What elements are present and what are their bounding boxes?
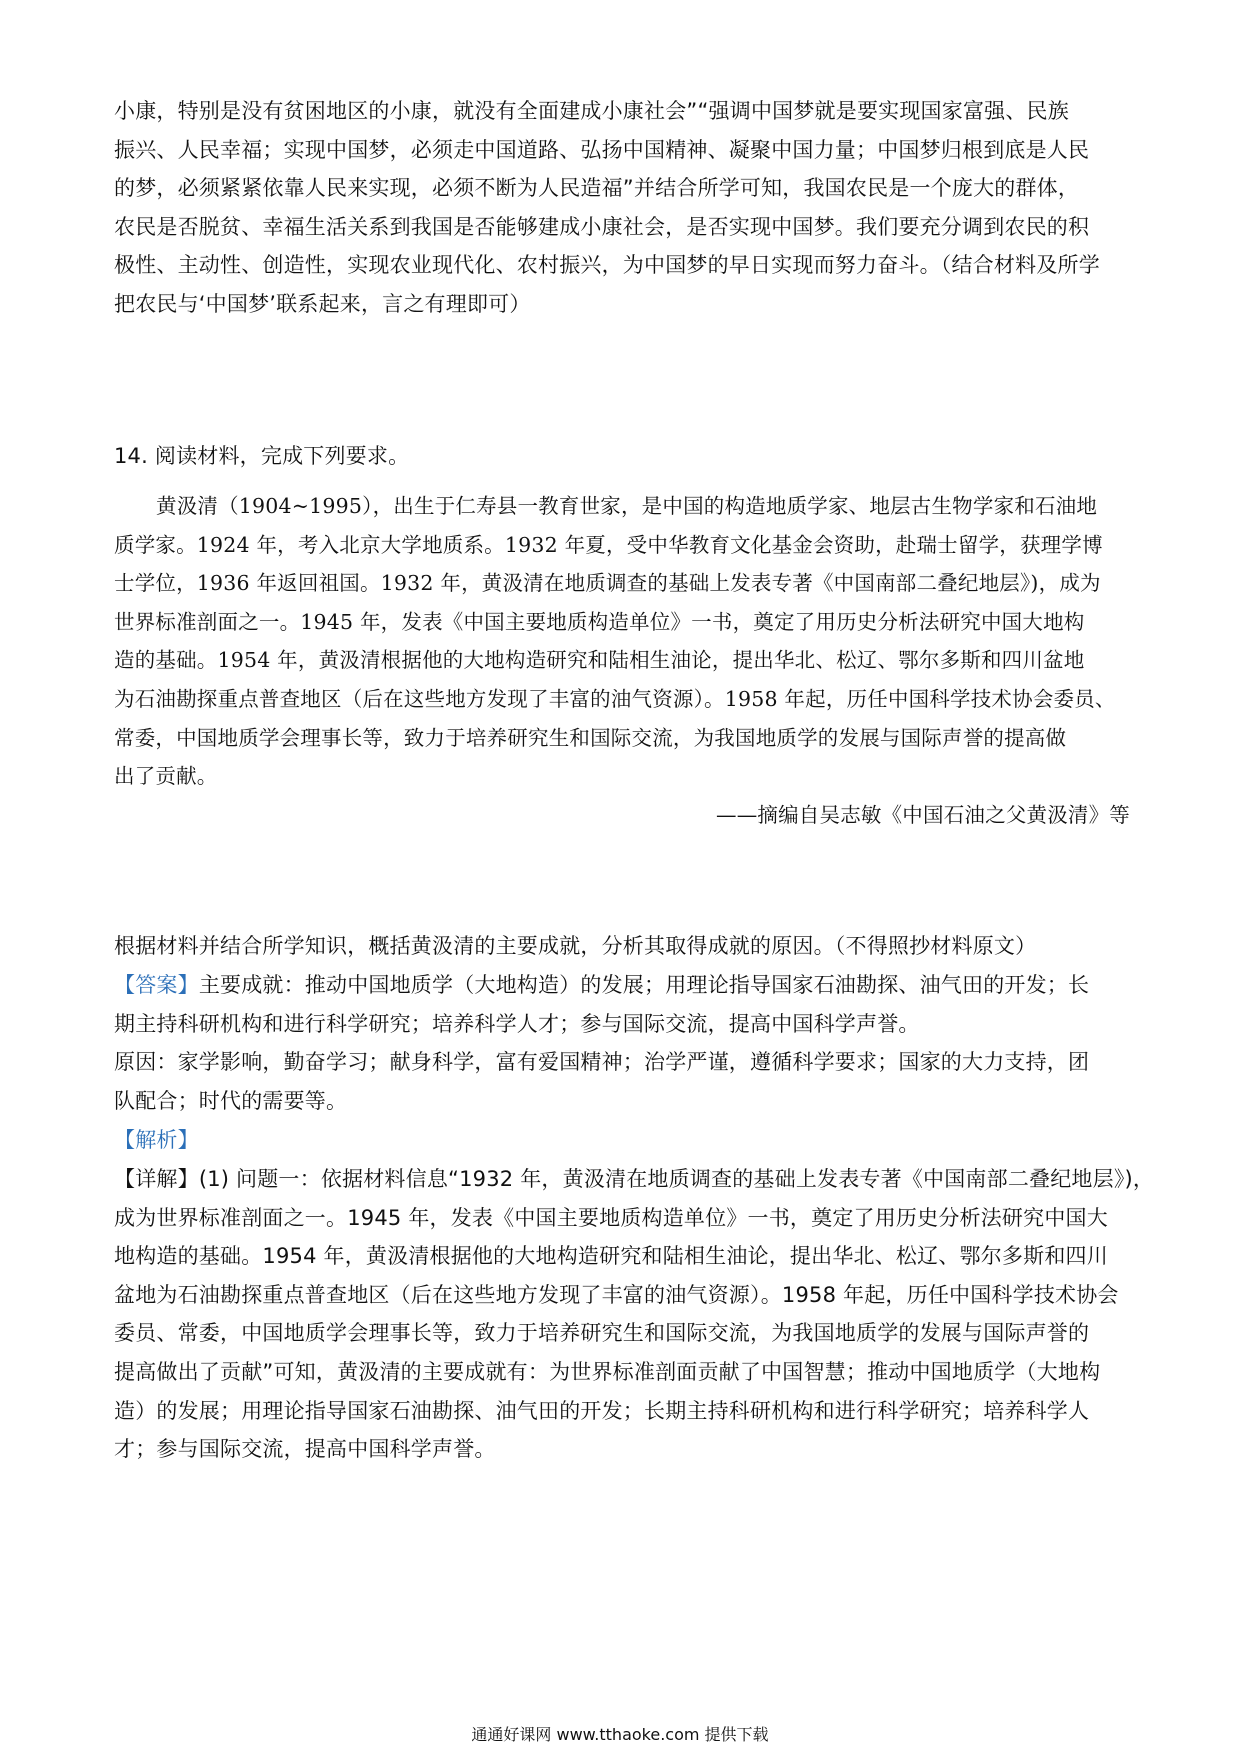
question-header: 14. 阅读材料，完成下列要求。 [114, 444, 410, 468]
detail-line: 造）的发展；用理论指导国家石油勘探、油气田的开发；长期主持科研机构和进行科学研究；培养科学人 [114, 1398, 1090, 1423]
text-line: 小康，特别是没有贫困地区的小康，就没有全面建成小康社会”“强调中国梦就是要实现国家富强、民族 [114, 99, 1069, 123]
material-line: 士学位，1936 年返回祖国。1932 年，黄汲清在地质调查的基础上发表专著《中国南部二叠纪地层》)，成为 [114, 571, 1101, 596]
answer-line: 队配合；时代的需要等。 [114, 1088, 348, 1113]
detail-line: 盆地为石油勘探重点普查地区（后在这些地方发现了丰富的油气资源）。1958 年起，历任中国科学技术协会 [114, 1282, 1119, 1307]
detail-section [114, 1160, 1155, 1469]
analysis-section [114, 1121, 1130, 1160]
analysis-line [114, 1121, 1130, 1160]
page-footer: 通通好课网 www.tthaoke.com 提供下载 [471, 1725, 769, 1744]
material-line: 造的基础。1954 年，黄汲清根据他的大地构造研究和陆相生油论，提出华北、松辽、鄂尔多斯和四川盆地 [114, 648, 1085, 673]
text-line: 把农民与‘中国梦’联系起来，言之有理即可） [114, 291, 531, 316]
text-line: 振兴、人民幸福；实现中国梦，必须走中国道路、弘扬中国精神、凝聚中国力量；中国梦归根到底是人民 [114, 137, 1090, 162]
material-line: 常委，中国地质学会理事长等，致力于培养研究生和国际交流，为我国地质学的发展与国际声誉的提高做 [114, 725, 1067, 750]
question-14 [114, 437, 1130, 476]
detail-line [114, 1160, 1155, 1199]
prompt-line: 根据材料并结合所学知识，概括黄汲清的主要成就，分析其取得成就的原因。（不得照抄材料原文） [114, 934, 1037, 958]
text-line: 的梦，必须紧紧依靠人民来实现，必须不断为人民造福”并结合所学可知，我国农民是一个庞大的群体， [114, 176, 1080, 201]
answer-line [114, 966, 1130, 1005]
detail-line: 成为世界标准剖面之一。1945 年，发表《中国主要地质构造单位》一书，奠定了用历史分析法研究中国大 [114, 1205, 1108, 1230]
answer-tag: 【答案】 [114, 973, 199, 997]
text-line: 极性、主动性、创造性，实现农业现代化、农村振兴，为中国梦的早日实现而努力奋斗。（结合材料及所学 [114, 253, 1100, 278]
detail-line: 委员、常委，中国地质学会理事长等，致力于培养研究生和国际交流，为我国地质学的发展与国际声誉的 [114, 1321, 1090, 1346]
detail-line: 提高做出了贡献”可知，黄汲清的主要成就有：为世界标准剖面贡献了中国智慧；推动中国地质学（大地构 [114, 1359, 1101, 1384]
detail-line: 才；参与国际交流，提高中国科学声誉。 [114, 1437, 496, 1462]
answer-section [114, 966, 1130, 1120]
detail-tag: 【详解】 [114, 1167, 199, 1191]
text-line: 农民是否脱贫、幸福生活关系到我国是否能够建成小康社会，是否实现中国梦。我们要充分调到农民的积 [114, 214, 1090, 239]
material-line: 质学家。1924 年，考入北京大学地质系。1932 年夏，受中华教育文化基金会资助，赴瑞士留学，获理学博 [114, 532, 1103, 557]
detail-line: 地构造的基础。1954 年，黄汲清根据他的大地构造研究和陆相生油论，提出华北、松辽、鄂尔多斯和四川 [114, 1244, 1108, 1269]
analysis-tag: 【解析】 [114, 1128, 199, 1152]
material-line: 为石油勘探重点普查地区（后在这些地方发现了丰富的油气资源）。1958 年起，历任中国科学技术协会委员、 [114, 686, 1116, 711]
material-line: 出了贡献。 [114, 764, 218, 789]
answer-line: 期主持科研机构和进行科学研究；培养科学人才；参与国际交流，提高中国科学声誉。 [114, 1011, 920, 1036]
detail-text: (1) 问题一：依据材料信息“1932 年，黄汲清在地质调查的基础上发表专著《中国南部二叠纪地层》)， [198, 1167, 1155, 1191]
material-source: ——摘编自吴志敏《中国石油之父黄汲清》等 [716, 802, 1130, 827]
material-line: 世界标准剖面之一。1945 年，发表《中国主要地质构造单位》一书，奠定了用历史分析法研究中国大地构 [114, 609, 1085, 634]
answer-line: 原因：家学影响，勤奋学习；献身科学，富有爱国精神；治学严谨，遵循科学要求；国家的大力支持，团 [114, 1050, 1090, 1075]
question-material [114, 487, 1130, 834]
question-prompt [114, 927, 1130, 966]
answer-text: 主要成就：推动中国地质学（大地构造）的发展；用理论指导国家石油勘探、油气田的开发；长 [198, 973, 1090, 997]
material-line: 黄汲清（1904~1995），出生于仁寿县一教育世家，是中国的构造地质学家、地层古生物学家和石油地 [156, 494, 1098, 518]
previous-answer-continuation [114, 92, 1130, 324]
